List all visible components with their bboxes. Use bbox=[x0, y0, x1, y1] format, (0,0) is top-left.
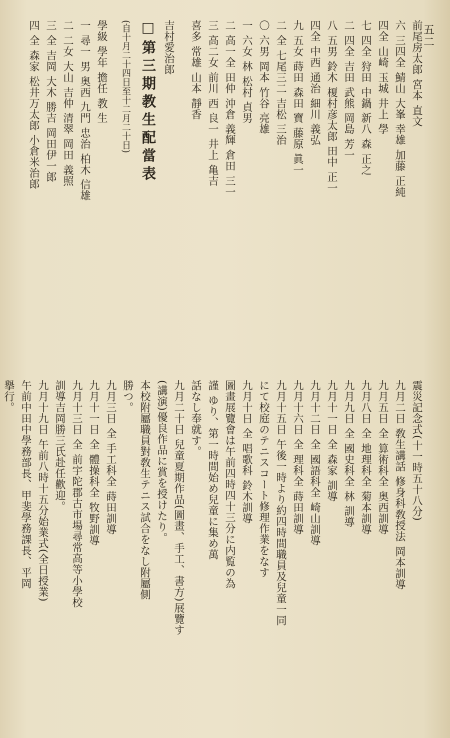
table-row: 四全 中西 通治 細川 義弘 bbox=[309, 20, 321, 146]
table-row: 〇 六男 岡本 竹谷 亮雄 bbox=[258, 20, 270, 135]
table-row: 學級 學年 擔任 教 生 bbox=[96, 20, 108, 124]
diary-entry: 九月十一日 全 森家 訓導 bbox=[326, 380, 338, 502]
table-row: 吉村愛治郎 bbox=[163, 20, 175, 75]
diary-entry: 震災記念式(十一時五十八分) bbox=[411, 380, 423, 522]
diary-entry: 訓導吉岡勝三氏赴任歡迎。 bbox=[54, 380, 66, 512]
table-row: 四 全 森家 松井万太郎 小倉米治郎 bbox=[28, 20, 40, 190]
page-number: 五二 bbox=[422, 24, 435, 48]
diary-entry: にて校庭のテニスコート修理作業をなす bbox=[258, 380, 270, 578]
table-row: 八 五男 鈴木 榎村彦太郎 田中 正一 bbox=[326, 20, 338, 194]
table-row: 四全 山崎 玉城 井上 學 bbox=[377, 20, 389, 135]
table-row: 二 二女 大山 吉仲 清翠 岡田 義照 bbox=[62, 20, 74, 187]
diary-entry: 九月八日 全 地理科全 菊本訓導 bbox=[360, 380, 372, 535]
diary-entry: 九月二十日 兒童夏期作品(圖畫、手工、書方)展覽す bbox=[173, 380, 185, 636]
diary-entry: 九月二日 敎生講話 修身科敎授法 岡本訓導 bbox=[394, 380, 406, 590]
table-row: 前尾房太郎 宮本 直文 bbox=[411, 20, 423, 127]
assignment-columns bbox=[10, 20, 424, 350]
table-row: 三 高二女 前川 西 良一 井上 亀吉 bbox=[207, 20, 219, 187]
section-period: (自十月二十四日至十二月二十日) bbox=[120, 20, 130, 154]
diary-entry: 九月九日 全 國史科全 林 訓導 bbox=[343, 380, 355, 528]
diary-entry: 九月十六日 全 理科全 蒔田訓導 bbox=[292, 380, 304, 535]
diary-entry: (講演)優良作品に賞を授けたり。 bbox=[156, 380, 168, 544]
lower-columns bbox=[3, 380, 424, 720]
diary-entry: 九月十日 全 唱歌科 鈴木訓導 bbox=[241, 380, 253, 524]
table-row: 喜多 常雄 山本 靜香 bbox=[190, 20, 202, 120]
diary-entry: 九月十一日 全 體操科全 牧野訓導 bbox=[88, 380, 100, 546]
table-row: 七 四全 狩田 中鍋 新八 森 正之 bbox=[360, 20, 372, 176]
diary-entry: 擧行。 bbox=[3, 380, 15, 413]
table-row: 九 五女 蒔田 森田 寶 藤原 眞一 bbox=[292, 20, 304, 176]
diary-entry: 九月三日 全 手工科全 蒔田訓導 bbox=[105, 380, 117, 535]
diary-entry: 話なし奉就す。 bbox=[190, 380, 202, 457]
diary-entry: 謹 ゆり、第一時間始め兒童に集め萬 bbox=[207, 380, 219, 560]
diary-entry: 九月十九日 午前八時十五分始業式(全日授業) bbox=[37, 380, 49, 603]
table-row: 二 全 七尾三二 吉松 三治 bbox=[275, 20, 287, 146]
lower-section bbox=[3, 380, 424, 720]
table-row: 三 全 吉岡 大木 勝吉 岡田伊一郎 bbox=[45, 20, 57, 183]
diary-entry: 勝つ。 bbox=[122, 380, 134, 413]
diary-entry: 圖畫展覽會は午前四時四十三分に内覧の為 bbox=[224, 380, 236, 589]
section-title: □第三期教生配當表 bbox=[140, 20, 156, 184]
diary-entry: 九月十三日 全 前宇陀郡古市場尋常高等小學校 bbox=[71, 380, 83, 608]
assignment-table-continued bbox=[10, 20, 424, 350]
table-row: 二 四全 吉田 武熊 岡島 芳一 bbox=[343, 20, 355, 161]
diary-entry: 九月十二日 全 國語科全 崎山訓導 bbox=[309, 380, 321, 546]
diary-entry: 午前中田中學務部長、甲斐學務課長、平岡 bbox=[20, 380, 32, 589]
diary-entry: 九月五日 全 算術科全 奥西訓導 bbox=[377, 380, 389, 535]
diary-entry: 九月十五日 午後一時より約四時間職員及兒童一同 bbox=[275, 380, 287, 626]
table-row: 一 六女 林 松村 貞男 bbox=[241, 20, 253, 124]
table-row: 二 高一全 田仲 沖倉 義輝 倉田 三一 bbox=[224, 20, 236, 198]
diary-entry: 本校附屬職員對敎生テニス試合をなし附屬側 bbox=[139, 380, 151, 600]
table-row: 一 尋一 男 奥西 九門 忠治 柏木 信雄 bbox=[79, 20, 91, 201]
table-row: 六 三四全 鯖山 大峯 幸雄 加藤 正純 bbox=[394, 20, 406, 198]
